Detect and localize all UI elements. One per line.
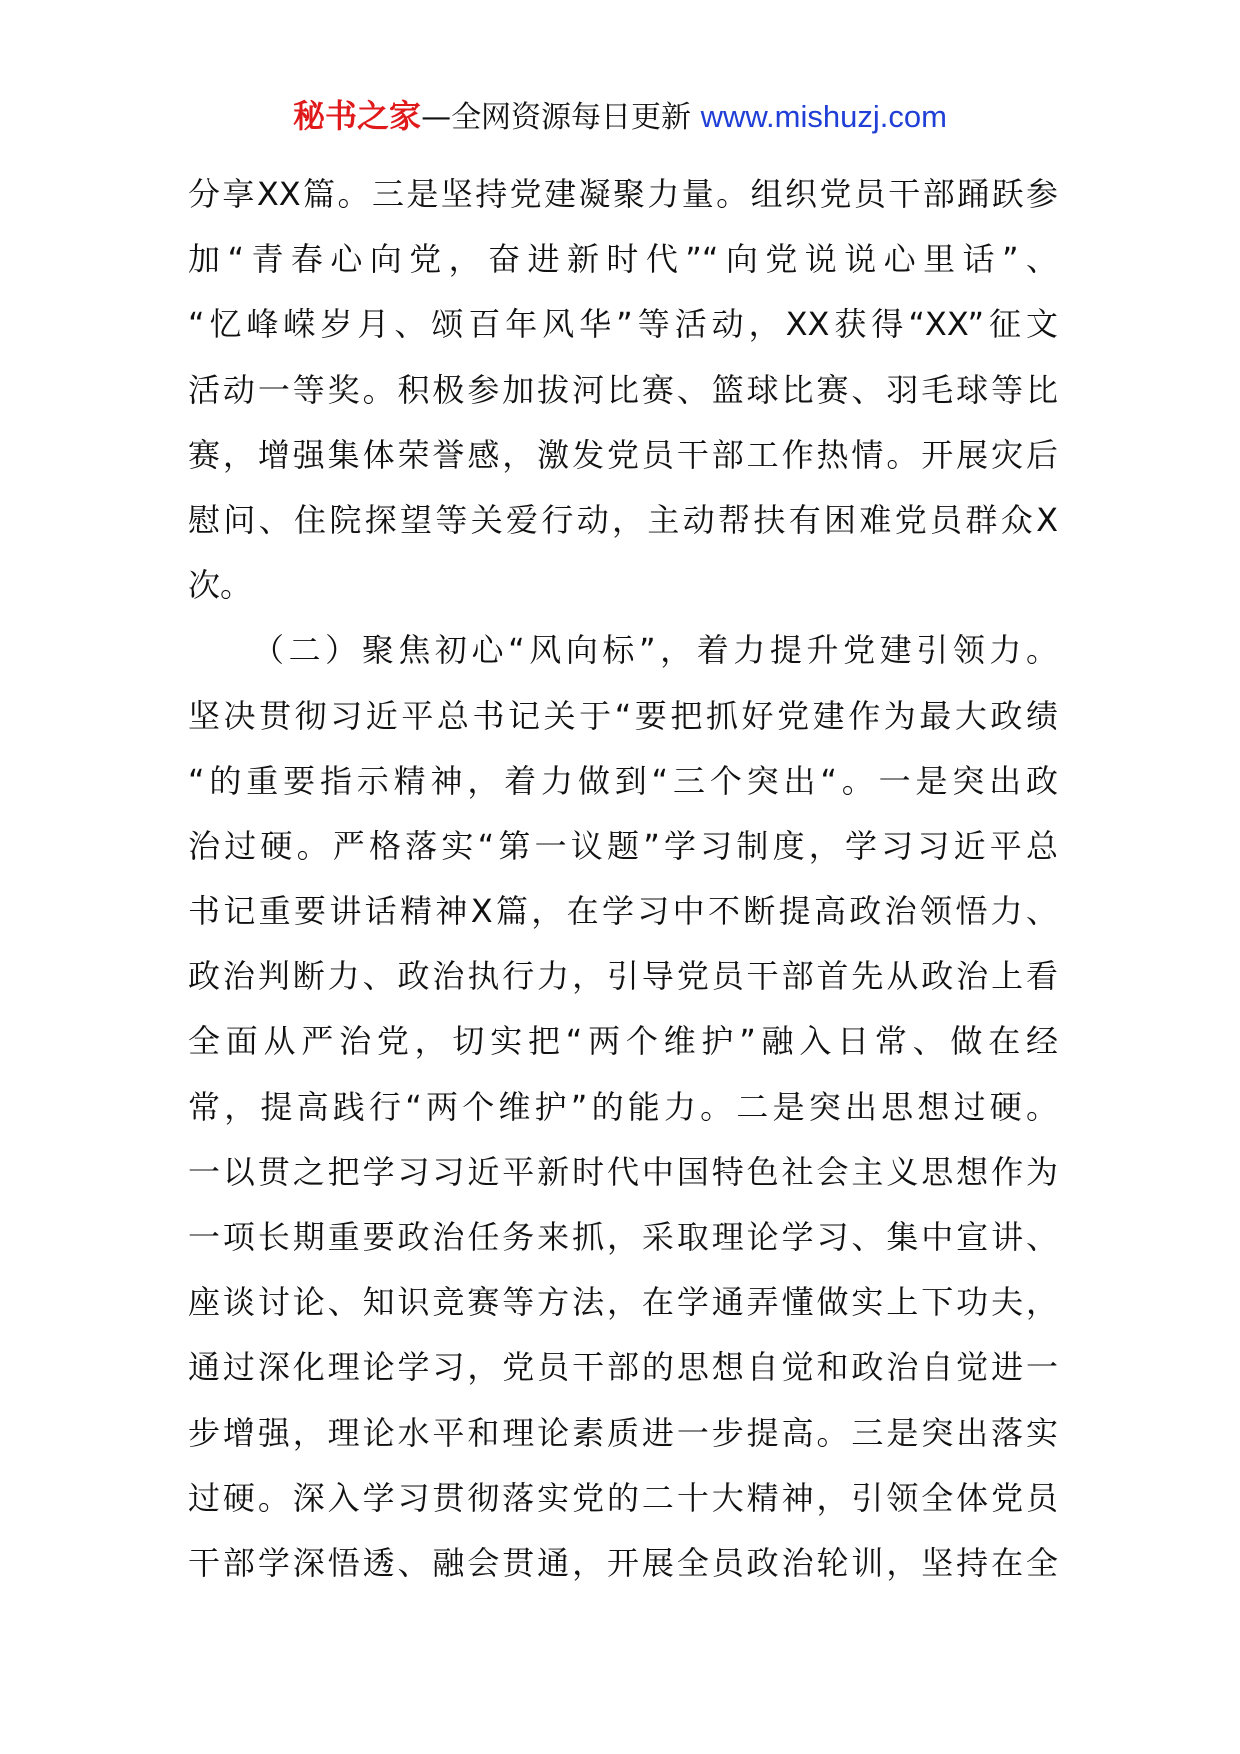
section-heading: （二）聚焦初心“风向标”，着力提升党建引领力。: [252, 631, 1058, 670]
text-line: 加“青春心向党，奋进新时代”“向党说说心里话”、: [188, 240, 1058, 279]
site-header: [0, 96, 1240, 138]
text-line: 一以贯之把学习习近平新时代中国特色社会主义思想作为: [188, 1152, 1058, 1191]
text-line: 书记重要讲话精神X篇，在学习中不断提高政治领悟力、: [188, 892, 1058, 931]
text-line: 政治判断力、政治执行力，引导党员干部首先从政治上看: [188, 957, 1058, 996]
text-line: 赛，增强集体荣誉感，激发党员干部工作热情。开展灾后: [188, 435, 1058, 474]
document-body: [188, 162, 1058, 1596]
text-line: 治过硬。严格落实“第一议题”学习制度，学习习近平总: [188, 826, 1058, 865]
text-line: “的重要指示精神，着力做到“三个突出“。一是突出政: [188, 761, 1058, 800]
site-url-link[interactable]: www.mishuzj.com: [700, 99, 947, 134]
text-line: 过硬。深入学习贯彻落实党的二十大精神，引领全体党员: [188, 1478, 1058, 1517]
header-tagline: —全网资源每日更新: [421, 100, 692, 135]
text-line: 座谈讨论、知识竞赛等方法，在学通弄懂做实上下功夫，: [188, 1283, 1058, 1322]
text-line: 次。: [188, 566, 253, 605]
text-line: 常，提高践行“两个维护”的能力。二是突出思想过硬。: [188, 1087, 1058, 1126]
text-line: 坚决贯彻习近平总书记关于“要把抓好党建作为最大政绩: [188, 696, 1058, 735]
text-line: 分享XX篇。三是坚持党建凝聚力量。组织党员干部踊跃参: [188, 175, 1058, 213]
text-line: 活动一等奖。积极参加拔河比赛、篮球比赛、羽毛球等比: [188, 370, 1058, 409]
text-line: 慰问、住院探望等关爱行动，主动帮扶有困难党员群众X: [188, 500, 1058, 539]
brand-name: 秘书之家: [293, 97, 422, 135]
text-line: 一项长期重要政治任务来抓，采取理论学习、集中宣讲、: [188, 1218, 1058, 1256]
text-line: “忆峰嵘岁月、颂百年风华”等活动，XX获得“XX”征文: [188, 305, 1058, 344]
text-line: 通过深化理论学习，党员干部的思想自觉和政治自觉进一: [188, 1348, 1058, 1387]
text-line: 干部学深悟透、融会贯通，开展全员政治轮训，坚持在全: [188, 1543, 1058, 1582]
text-line: 步增强，理论水平和理论素质进一步提高。三是突出落实: [188, 1413, 1058, 1452]
text-line: 全面从严治党，切实把“两个维护”融入日常、做在经: [188, 1022, 1058, 1061]
